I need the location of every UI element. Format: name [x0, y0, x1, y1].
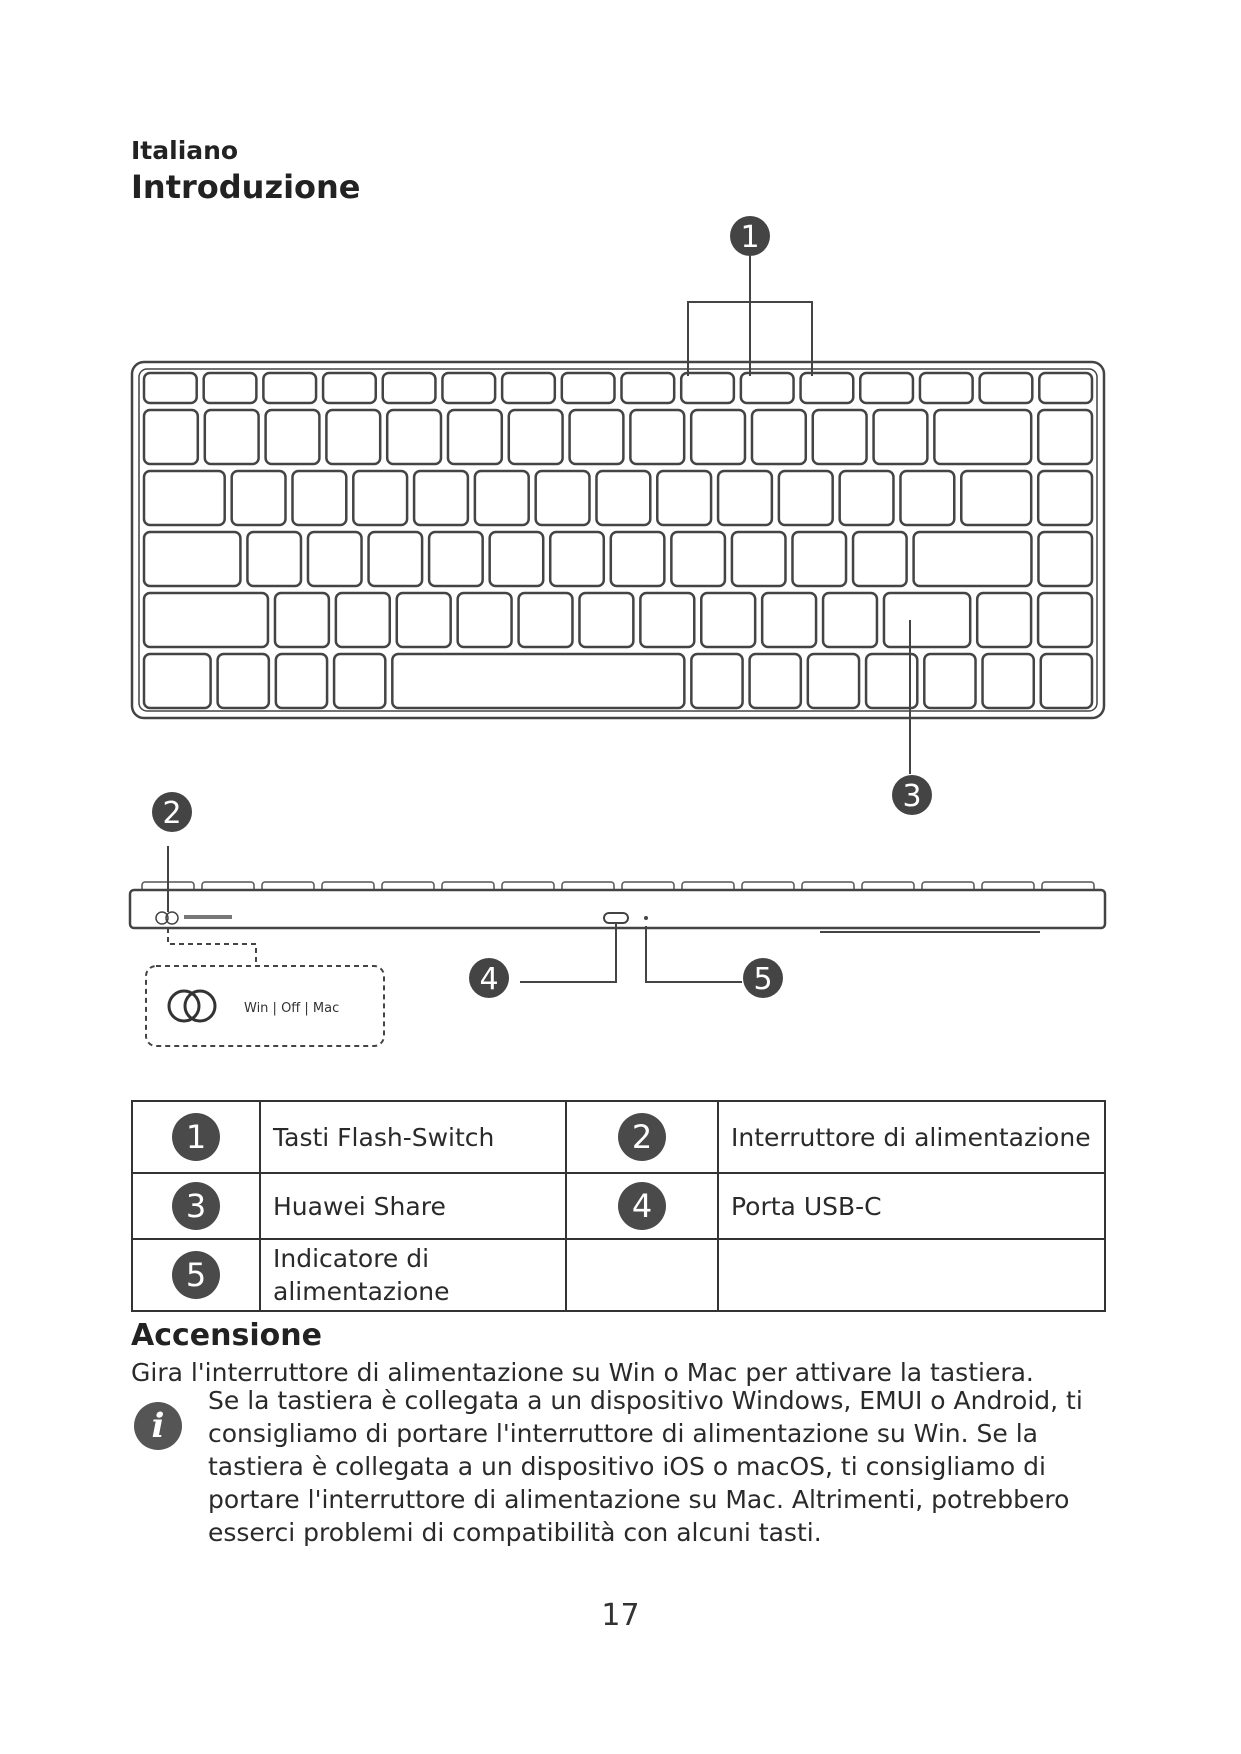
keyboard-key	[276, 654, 327, 708]
keyboard-key	[853, 532, 907, 586]
info-icon: i	[134, 1402, 182, 1450]
keyboard-key	[961, 471, 1031, 525]
callout-3: 3	[902, 779, 922, 814]
keyboard-key	[292, 471, 346, 525]
keyboard-key	[884, 593, 970, 647]
keyboard-key	[579, 593, 633, 647]
keyboard-key	[808, 654, 859, 708]
keyboard-key	[900, 471, 954, 525]
keyboard-key	[205, 410, 259, 464]
keyboard-key	[983, 654, 1034, 708]
keyboard-key	[630, 410, 684, 464]
keyboard-key	[914, 532, 1032, 586]
keyboard-key	[750, 654, 801, 708]
keyboard-key	[823, 593, 877, 647]
keyboard-key	[448, 410, 502, 464]
power-indicator	[644, 916, 648, 920]
keyboard-key	[801, 373, 854, 403]
table-row	[132, 1173, 1105, 1239]
keyboard-key	[1038, 410, 1092, 464]
keyboard-key	[657, 471, 711, 525]
keyboard-key	[874, 410, 928, 464]
note-text: Se la tastiera è collegata a un dispositivo Windows, EMUI o Android, ti consigliamo di portare l'interruttore di alimentazione su Win. Se la tastiera è collegata a un dispositivo iOS o macOS, ti consigliamo di portare l'interruttore di alimentazione su Mac. Altrimenti, potrebbero esserci problemi di compatibilità con alcuni tasti.	[208, 1386, 1083, 1547]
keyboard-key	[1038, 532, 1092, 586]
keyboard-key	[369, 532, 423, 586]
table-cell: Porta USB-C	[718, 1173, 1105, 1239]
table-cell: Interruttore di alimentazione	[718, 1101, 1105, 1173]
keyboard-key	[920, 373, 973, 403]
keyboard-key	[442, 373, 495, 403]
keyboard-key	[934, 410, 1031, 464]
keyboard-key	[550, 532, 604, 586]
keyboard-key	[144, 410, 198, 464]
keyboard-key	[622, 373, 675, 403]
keyboard-key	[611, 532, 665, 586]
component-table	[131, 1100, 1106, 1312]
page-title: Introduzione	[131, 168, 361, 206]
keyboard-key	[860, 373, 913, 403]
keyboard-key	[326, 410, 380, 464]
keyboard-key	[762, 593, 816, 647]
keyboard-key	[308, 532, 362, 586]
keyboard-key	[232, 471, 286, 525]
keyboard-key	[263, 373, 316, 403]
keyboard-key	[144, 373, 197, 403]
table-cell	[718, 1239, 1105, 1311]
row-number: 3	[172, 1182, 220, 1230]
switch-label: Win | Off | Mac	[244, 1001, 340, 1016]
callout-4: 4	[479, 962, 499, 997]
keyboard-key	[519, 593, 573, 647]
callout-1: 1	[740, 220, 760, 255]
keyboard-key	[353, 471, 407, 525]
table-row	[132, 1101, 1105, 1173]
keyboard-key	[144, 471, 225, 525]
callout-1-lines	[688, 256, 812, 376]
keyboard-key	[490, 532, 544, 586]
keyboard-key	[977, 593, 1031, 647]
callout-2: 2	[162, 796, 182, 831]
keyboard-key	[1038, 471, 1092, 525]
keyboard-key	[840, 471, 894, 525]
keyboard-key	[414, 471, 468, 525]
keyboard-key	[429, 532, 483, 586]
keyboard-key	[562, 373, 615, 403]
keyboard-key	[596, 471, 650, 525]
keyboard-key	[458, 593, 512, 647]
table-cell: Tasti Flash-Switch	[260, 1101, 566, 1173]
keyboard-key	[691, 654, 742, 708]
row-number: 4	[618, 1182, 666, 1230]
keyboard-key	[144, 593, 268, 647]
keyboard-key	[1038, 593, 1092, 647]
table-cell: Indicatore di alimentazione	[260, 1239, 566, 1311]
keyboard-key	[397, 593, 451, 647]
keyboard-key	[218, 654, 269, 708]
section-title: Accensione	[131, 1318, 322, 1353]
keyboard-key	[792, 532, 846, 586]
row-number: 1	[172, 1113, 220, 1161]
keyboard-key	[247, 532, 301, 586]
row-number: 2	[618, 1113, 666, 1161]
keyboard-key	[671, 532, 725, 586]
keyboard-key	[752, 410, 806, 464]
keyboard-key	[741, 373, 794, 403]
keyboard-key	[701, 593, 755, 647]
callout-4-line	[520, 922, 616, 982]
keyboard-key	[266, 410, 320, 464]
keyboard-key	[392, 654, 684, 708]
table-row	[132, 1239, 1105, 1311]
keyboard-key	[813, 410, 867, 464]
usb-c-port	[604, 913, 628, 923]
keyboard-key	[383, 373, 436, 403]
keyboard-side-view	[130, 882, 1105, 932]
keyboard-key	[144, 654, 211, 708]
keyboard-key	[570, 410, 624, 464]
keyboard-key	[144, 532, 240, 586]
keyboard-key	[924, 654, 975, 708]
keyboard-key	[334, 654, 385, 708]
keyboard-key	[336, 593, 390, 647]
keyboard-key	[536, 471, 590, 525]
language-label: Italiano	[131, 136, 239, 165]
section-text: Gira l'interruttore di alimentazione su Win o Mac per attivare la tastiera.	[131, 1358, 1034, 1387]
keyboard-key	[718, 471, 772, 525]
keyboard-key	[691, 410, 745, 464]
row-number: 5	[172, 1251, 220, 1299]
keyboard-key	[204, 373, 257, 403]
page-number: 17	[601, 1598, 640, 1633]
keyboard-key	[681, 373, 734, 403]
keyboard-key	[980, 373, 1033, 403]
keyboard-key	[509, 410, 563, 464]
keyboard-key	[502, 373, 555, 403]
callout-5: 5	[753, 962, 773, 997]
keyboard-key	[323, 373, 376, 403]
keyboard-key	[1041, 654, 1092, 708]
keyboard-key	[640, 593, 694, 647]
table-cell: Huawei Share	[260, 1173, 566, 1239]
keyboard-key	[732, 532, 786, 586]
keyboard-key	[475, 471, 529, 525]
keyboard-key	[779, 471, 833, 525]
keyboard-key	[275, 593, 329, 647]
keyboard-key	[1039, 373, 1092, 403]
keyboard-key	[387, 410, 441, 464]
callout-5-line	[646, 926, 742, 982]
